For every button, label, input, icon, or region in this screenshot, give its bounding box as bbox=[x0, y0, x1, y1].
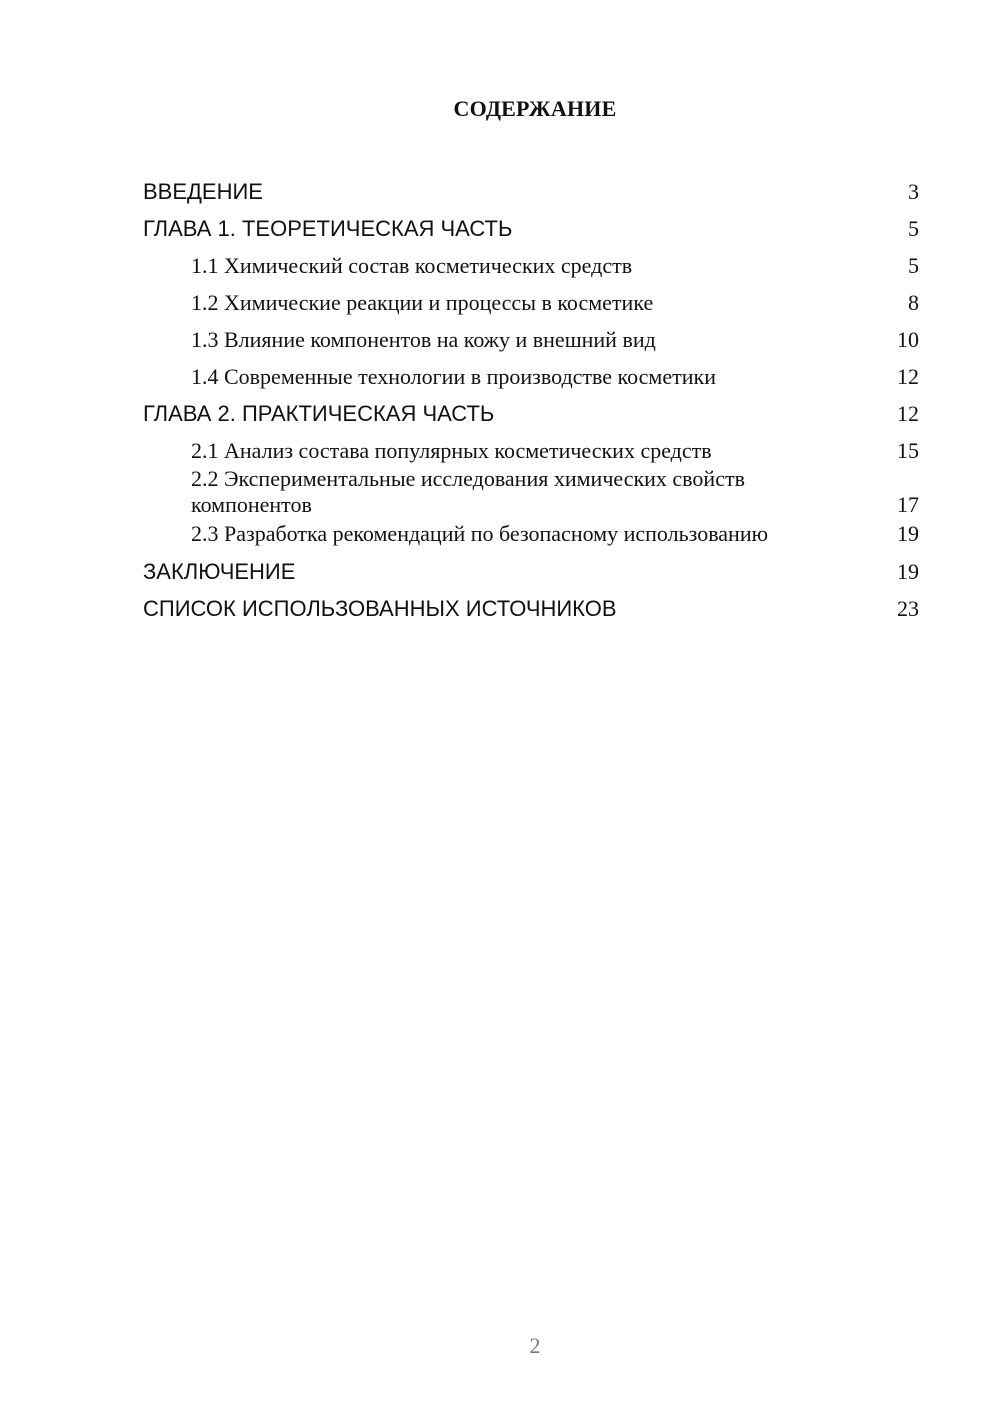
toc-entry-page: 15 bbox=[897, 438, 919, 463]
toc-entry-section-1-1[interactable] bbox=[143, 244, 919, 281]
toc-entry-text: ЗАКЛЮЧЕНИЕ bbox=[143, 559, 296, 584]
toc-entry-page: 19 bbox=[897, 559, 919, 584]
toc-entry-page: 12 bbox=[897, 401, 919, 426]
toc-entry-conclusion[interactable] bbox=[143, 550, 919, 587]
toc-entry-page: 12 bbox=[897, 364, 919, 389]
toc-entry-section-1-4[interactable] bbox=[143, 355, 919, 392]
toc-entry-text: 1.1 Химический состав косметических средств bbox=[191, 253, 633, 278]
toc-entry-text: СПИСОК ИСПОЛЬЗОВАННЫХ ИСТОЧНИКОВ bbox=[143, 596, 617, 621]
page-number: 2 bbox=[529, 1333, 541, 1358]
toc-entry-text: ВВЕДЕНИЕ bbox=[143, 179, 263, 204]
toc-entry-page: 5 bbox=[908, 253, 919, 278]
toc-entry-section-1-3[interactable] bbox=[143, 318, 919, 355]
toc-entry-page: 17 bbox=[897, 492, 919, 517]
toc-entry-text: 1.3 Влияние компонентов на кожу и внешний вид bbox=[191, 327, 656, 352]
toc-entry-text: 1.4 Современные технологии в производстве косметики bbox=[191, 364, 716, 389]
toc-entry-text: ГЛАВА 2. ПРАКТИЧЕСКАЯ ЧАСТЬ bbox=[143, 401, 495, 426]
toc-entry-section-2-1[interactable] bbox=[143, 429, 919, 466]
toc-entry-page: 5 bbox=[908, 216, 919, 241]
toc-entry-chapter-1[interactable] bbox=[143, 207, 919, 244]
toc-entry-text: ГЛАВА 1. ТЕОРЕТИЧЕСКАЯ ЧАСТЬ bbox=[143, 216, 513, 241]
toc-entry-text: 2.3 Разработка рекомендаций по безопасному использованию bbox=[191, 521, 769, 546]
toc-entry-page: 10 bbox=[897, 327, 919, 352]
toc-entry-section-2-3[interactable] bbox=[143, 521, 919, 550]
toc-entry-text: 1.2 Химические реакции и процессы в косметике bbox=[191, 290, 654, 315]
toc-entry-page: 23 bbox=[897, 596, 919, 621]
toc-entry-section-1-2[interactable] bbox=[143, 281, 919, 318]
toc-entry-page: 3 bbox=[908, 179, 919, 204]
table-of-contents bbox=[143, 170, 919, 624]
toc-entry-text: 2.2 Экспериментальные исследования химических свойств компонентов bbox=[191, 466, 745, 517]
toc-entry-section-2-2[interactable] bbox=[143, 466, 919, 521]
toc-entry-text: 2.1 Анализ состава популярных косметических средств bbox=[191, 438, 712, 463]
toc-entry-page: 19 bbox=[897, 521, 919, 546]
toc-entry-introduction[interactable] bbox=[143, 170, 919, 207]
toc-entry-references[interactable] bbox=[143, 587, 919, 624]
toc-entry-chapter-2[interactable] bbox=[143, 392, 919, 429]
toc-title: СОДЕРЖАНИЕ bbox=[453, 96, 617, 121]
toc-entry-page: 8 bbox=[908, 290, 919, 315]
